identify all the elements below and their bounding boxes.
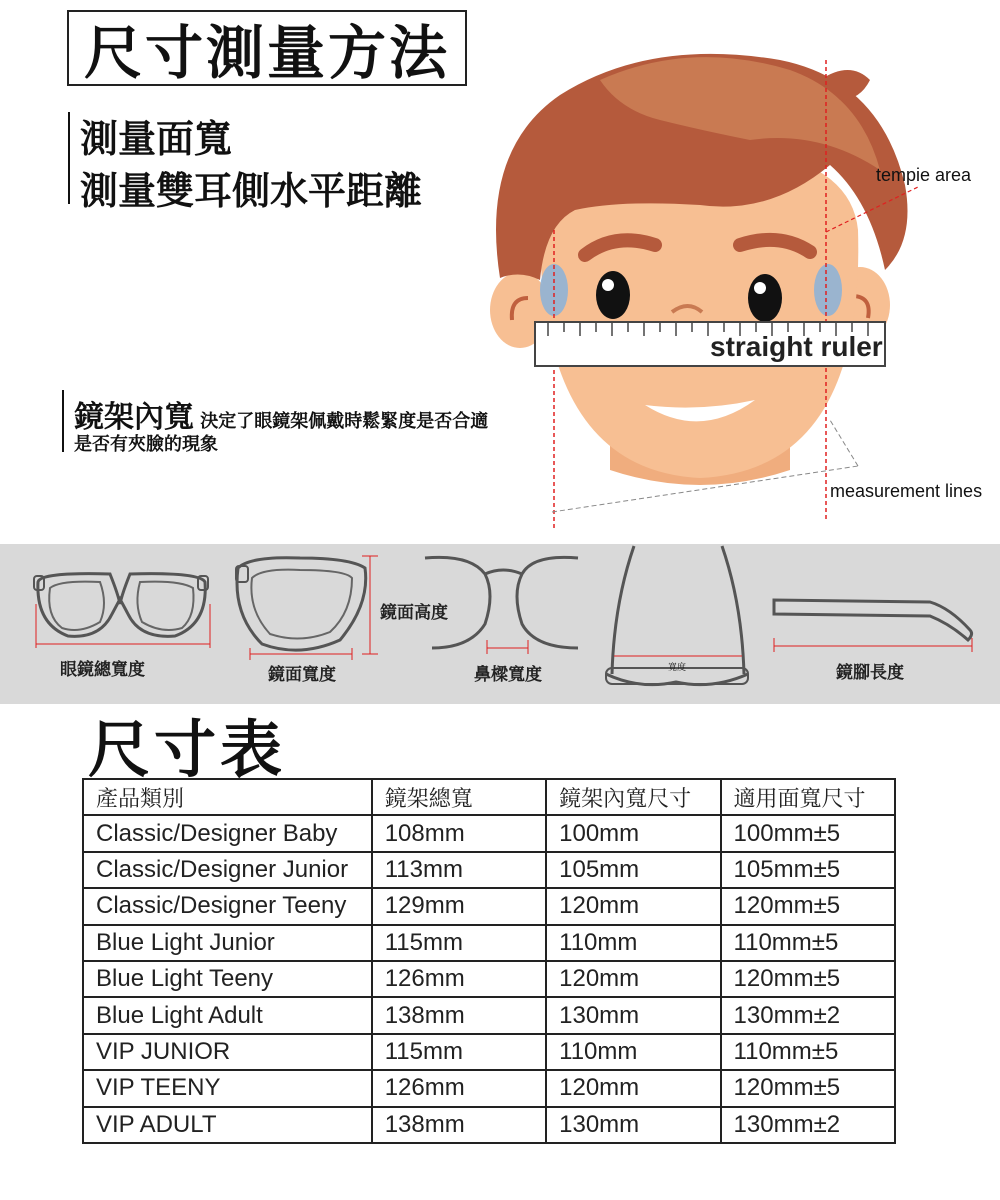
header-frame-total-width: 鏡架總寬 xyxy=(372,779,546,815)
frame-total-width: 126mm xyxy=(372,961,546,997)
size-table-title: 尺寸表 xyxy=(88,713,287,786)
product-name: Classic/Designer Junior xyxy=(83,852,372,888)
fit-face-width: 120mm±5 xyxy=(721,1070,895,1106)
fit-face-width: 100mm±5 xyxy=(721,815,895,851)
bridge-width-label: 鼻樑寬度 xyxy=(474,665,542,685)
inner-width-label: 寬度 xyxy=(668,663,687,673)
product-name: Blue Light Teeny xyxy=(83,961,372,997)
product-name: Classic/Designer Teeny xyxy=(83,888,372,924)
table-row xyxy=(83,852,895,888)
header-product-category: 產品類別 xyxy=(83,779,372,815)
table-row xyxy=(83,888,895,924)
fit-face-width: 130mm±2 xyxy=(721,1107,895,1143)
fit-face-width: 120mm±5 xyxy=(721,888,895,924)
fit-face-width: 110mm±5 xyxy=(721,1034,895,1070)
lens-width-label: 鏡面寬度 xyxy=(268,665,336,685)
straight-ruler-label: straight ruler xyxy=(710,331,883,362)
frame-inner-width: 110mm xyxy=(546,925,720,961)
frame-inner-width: 120mm xyxy=(546,1070,720,1106)
fit-face-width: 105mm±5 xyxy=(721,852,895,888)
table-row xyxy=(83,1034,895,1070)
product-name: VIP ADULT xyxy=(83,1107,372,1143)
table-row xyxy=(83,997,895,1033)
frame-inner-width-emphasis: 鏡架內寬 xyxy=(74,400,194,435)
frame-note-line-2: 是否有夾臉的現象 xyxy=(74,434,218,455)
frame-inner-width: 130mm xyxy=(546,997,720,1033)
right-eye xyxy=(748,274,782,322)
header-fit-face-width: 適用面寬尺寸 xyxy=(721,779,895,815)
product-name: Classic/Designer Baby xyxy=(83,815,372,851)
table-row xyxy=(83,925,895,961)
subtitle-ear-distance: 測量雙耳側水平距離 xyxy=(80,169,423,213)
product-name: VIP JUNIOR xyxy=(83,1034,372,1070)
frame-inner-width: 120mm xyxy=(546,961,720,997)
subtitle-face-width: 測量面寬 xyxy=(80,117,233,161)
frame-inner-width: 105mm xyxy=(546,852,720,888)
measurement-lines-label: measurement lines xyxy=(830,481,983,501)
frame-total-width: 129mm xyxy=(372,888,546,924)
total-width-label: 眼鏡總寬度 xyxy=(60,660,145,680)
frame-inner-width: 110mm xyxy=(546,1034,720,1070)
left-eye xyxy=(596,271,630,319)
table-row xyxy=(83,1070,895,1106)
frame-total-width: 138mm xyxy=(372,997,546,1033)
product-name: VIP TEENY xyxy=(83,1070,372,1106)
frame-total-width: 138mm xyxy=(372,1107,546,1143)
front-view-total-width xyxy=(34,574,208,637)
product-name: Blue Light Adult xyxy=(83,997,372,1033)
frame-total-width: 115mm xyxy=(372,925,546,961)
page-title: 尺寸測量方法 xyxy=(67,10,467,86)
right-ear-mark xyxy=(814,264,842,316)
frame-total-width: 126mm xyxy=(372,1070,546,1106)
frame-inner-width: 130mm xyxy=(546,1107,720,1143)
table-row xyxy=(83,1107,895,1143)
fit-face-width: 120mm±5 xyxy=(721,961,895,997)
frame-note-line-1: 決定了眼鏡架佩戴時鬆緊度是否合適 xyxy=(200,411,489,432)
face-measurement-illustration xyxy=(0,0,1000,540)
frame-total-width: 113mm xyxy=(372,852,546,888)
header-frame-inner-width: 鏡架內寬尺寸 xyxy=(546,779,720,815)
frame-inner-width: 100mm xyxy=(546,815,720,851)
frame-total-width: 115mm xyxy=(372,1034,546,1070)
fit-face-width: 130mm±2 xyxy=(721,997,895,1033)
frame-inner-width: 120mm xyxy=(546,888,720,924)
size-table xyxy=(82,778,896,1144)
temple-length-label: 鏡腳長度 xyxy=(836,663,904,683)
frame-total-width: 108mm xyxy=(372,815,546,851)
table-row xyxy=(83,961,895,997)
lens-height-label: 鏡面高度 xyxy=(380,603,448,623)
tempie-area-label: tempie area xyxy=(876,165,972,185)
fit-face-width: 110mm±5 xyxy=(721,925,895,961)
front-view-lens-size xyxy=(236,558,366,650)
table-header-row xyxy=(83,779,895,815)
product-name: Blue Light Junior xyxy=(83,925,372,961)
side-view-temple-length xyxy=(774,600,972,640)
table-row xyxy=(83,815,895,851)
